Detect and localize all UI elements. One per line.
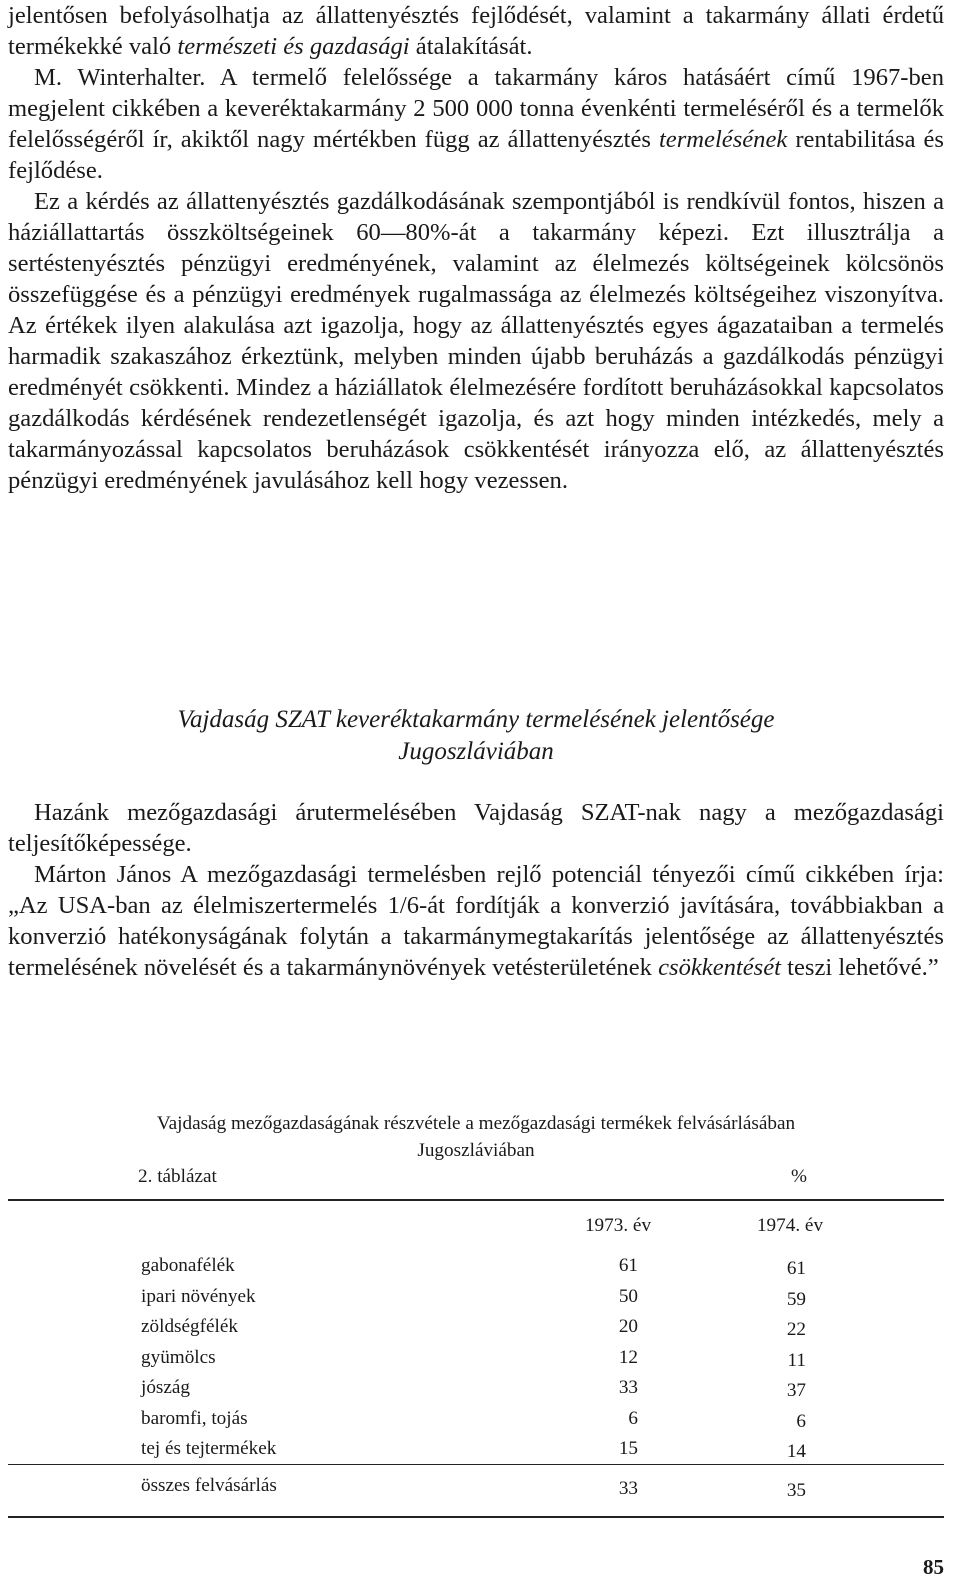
page-body bbox=[8, 0, 944, 1501]
table-header-1974: 1974. év bbox=[756, 1215, 824, 1236]
row-label: jószág bbox=[141, 1377, 191, 1398]
table-caption-line2: Jugoszláviában bbox=[417, 1140, 535, 1161]
section-body bbox=[8, 797, 944, 983]
total-value-1973: 33 bbox=[618, 1478, 638, 1499]
winterhalter-text-end: rentabilitása és fejlődése. bbox=[8, 126, 944, 184]
table-caption bbox=[8, 1110, 944, 1164]
table-row bbox=[8, 1255, 944, 1286]
row-value-1973: 6 bbox=[628, 1407, 638, 1429]
row-value-1973: 15 bbox=[618, 1438, 638, 1459]
table-header-1973: 1973. év bbox=[584, 1215, 652, 1236]
intro-text-end: átalakítását. bbox=[409, 33, 533, 60]
hazank-paragraph: Hazánk mezőgazdasági árutermelésében Vajdaság SZAT-nak nagy a mezőgazdasági teljesítőképessége. bbox=[8, 799, 944, 857]
table-bottom-rule bbox=[8, 1516, 944, 1518]
intro-paragraph bbox=[8, 0, 944, 62]
table-row bbox=[8, 1377, 944, 1408]
row-label: gyümölcs bbox=[141, 1346, 216, 1368]
winterhalter-paragraph bbox=[8, 62, 944, 186]
table-body bbox=[8, 1255, 944, 1469]
row-label: zöldségfélék bbox=[141, 1316, 238, 1337]
total-label: összes felvásárlás bbox=[141, 1475, 277, 1496]
section-heading-line2: Jugoszláviában bbox=[398, 738, 554, 765]
marton-text: Márton János A mezőgazdasági termelésben rejlő potenciál tényezői című cikkében írja: „Az USA-ban az élelmiszertermelés 1/6-át fordítják a konverzió javítására, továbbiakban a konverzió hatékonyságának folytán a takarmánymegtakarítás jelentősége az állattenyésztés termelésének növelését és a takarmánynövények vetésterületének bbox=[8, 861, 944, 981]
row-label: baromfi, tojás bbox=[141, 1407, 248, 1429]
row-value-1973: 61 bbox=[618, 1255, 638, 1276]
table-caption-line1: Vajdaság mezőgazdaságának részvétele a mezőgazdasági termékek felvásárlásában bbox=[156, 1113, 796, 1134]
row-value-1974: 6 bbox=[796, 1410, 806, 1432]
table-row bbox=[8, 1316, 944, 1347]
row-label: gabonafélék bbox=[141, 1255, 235, 1276]
marton-paragraph bbox=[8, 859, 944, 983]
table-unit: % bbox=[791, 1166, 807, 1187]
section-heading bbox=[8, 704, 944, 768]
row-value-1974: 61 bbox=[786, 1258, 806, 1279]
table-total-row bbox=[8, 1475, 944, 1505]
page-number: 85 bbox=[923, 1555, 944, 1579]
main-paragraph: Ez a kérdés az állattenyésztés gazdálkodásának szempontjából is rendkívül fontos, hiszen a háziállattartás összköltségeinek 60—80%-át a takarmány képezi. Ezt illusztrálja a sertéstenyésztés pénzügyi eredményének, valamint az élelmezés költségeinek kölcsönös összefüggése és a pénzügyi eredmények rugalmassága az élelmezés költségeihez viszonyítva. Az értékek ilyen alakulása azt igazolja, hogy az állattenyésztés egyes ágazataiban a termelés harmadik szakaszához érkeztünk, melyben minden újabb beruházás a gazdálkodás pénzügyi eredményét csökkenti. Mindez a háziállatok élelmezésére fordított beruházásokkal kapcsolatos gazdálkodás kérdésének rendezetlenségét igazolja, és azt hogy minden intézkedés, mely a takarmányozással kapcsolatos beruházások csökkentését irányozza elő, az állattenyésztés pénzügyi eredményének javulásához kell hogy vezessen. bbox=[8, 188, 944, 494]
winterhalter-text: M. Winterhalter. A termelő felelőssége a takarmány káros hatásáért című 1967-ben megjelent cikkében a keveréktakarmány 2 500 000 tonna évenkénti termeléséről és a termelők felelősségéről ír, akiktől nagy mértékben függ az állattenyésztés bbox=[8, 64, 944, 153]
row-value-1974: 22 bbox=[786, 1319, 806, 1340]
total-value-1974: 35 bbox=[786, 1480, 806, 1501]
table-row bbox=[8, 1347, 944, 1378]
marton-italic: csökkentését bbox=[658, 954, 781, 981]
section-heading-line1: Vajdaság SZAT keveréktakarmány termelésének jelentősége bbox=[177, 706, 775, 733]
winterhalter-italic: termelésének bbox=[658, 126, 788, 153]
row-label: tej és tejtermékek bbox=[141, 1438, 277, 1459]
intro-italic: természeti és gazdasági bbox=[177, 33, 410, 60]
marton-text-end: teszi lehetővé.” bbox=[780, 954, 939, 981]
row-value-1974: 11 bbox=[787, 1349, 806, 1371]
row-value-1973: 12 bbox=[618, 1346, 638, 1368]
row-label: ipari növények bbox=[141, 1285, 256, 1307]
row-value-1974: 59 bbox=[786, 1288, 806, 1310]
table-row bbox=[8, 1286, 944, 1317]
row-value-1973: 33 bbox=[618, 1377, 638, 1398]
row-value-1974: 37 bbox=[786, 1380, 806, 1401]
intro-text: jelentősen befolyásolhatja az állattenyésztés fejlődését, valamint a takarmány állati érdetű termékekké való bbox=[8, 2, 944, 60]
table-row bbox=[8, 1408, 944, 1439]
row-value-1974: 14 bbox=[786, 1441, 806, 1462]
table-label: 2. táblázat bbox=[138, 1166, 217, 1187]
table-top-rule bbox=[8, 1199, 944, 1201]
table-total-rule bbox=[8, 1464, 944, 1465]
row-value-1973: 50 bbox=[618, 1285, 638, 1307]
row-value-1973: 20 bbox=[618, 1316, 638, 1337]
